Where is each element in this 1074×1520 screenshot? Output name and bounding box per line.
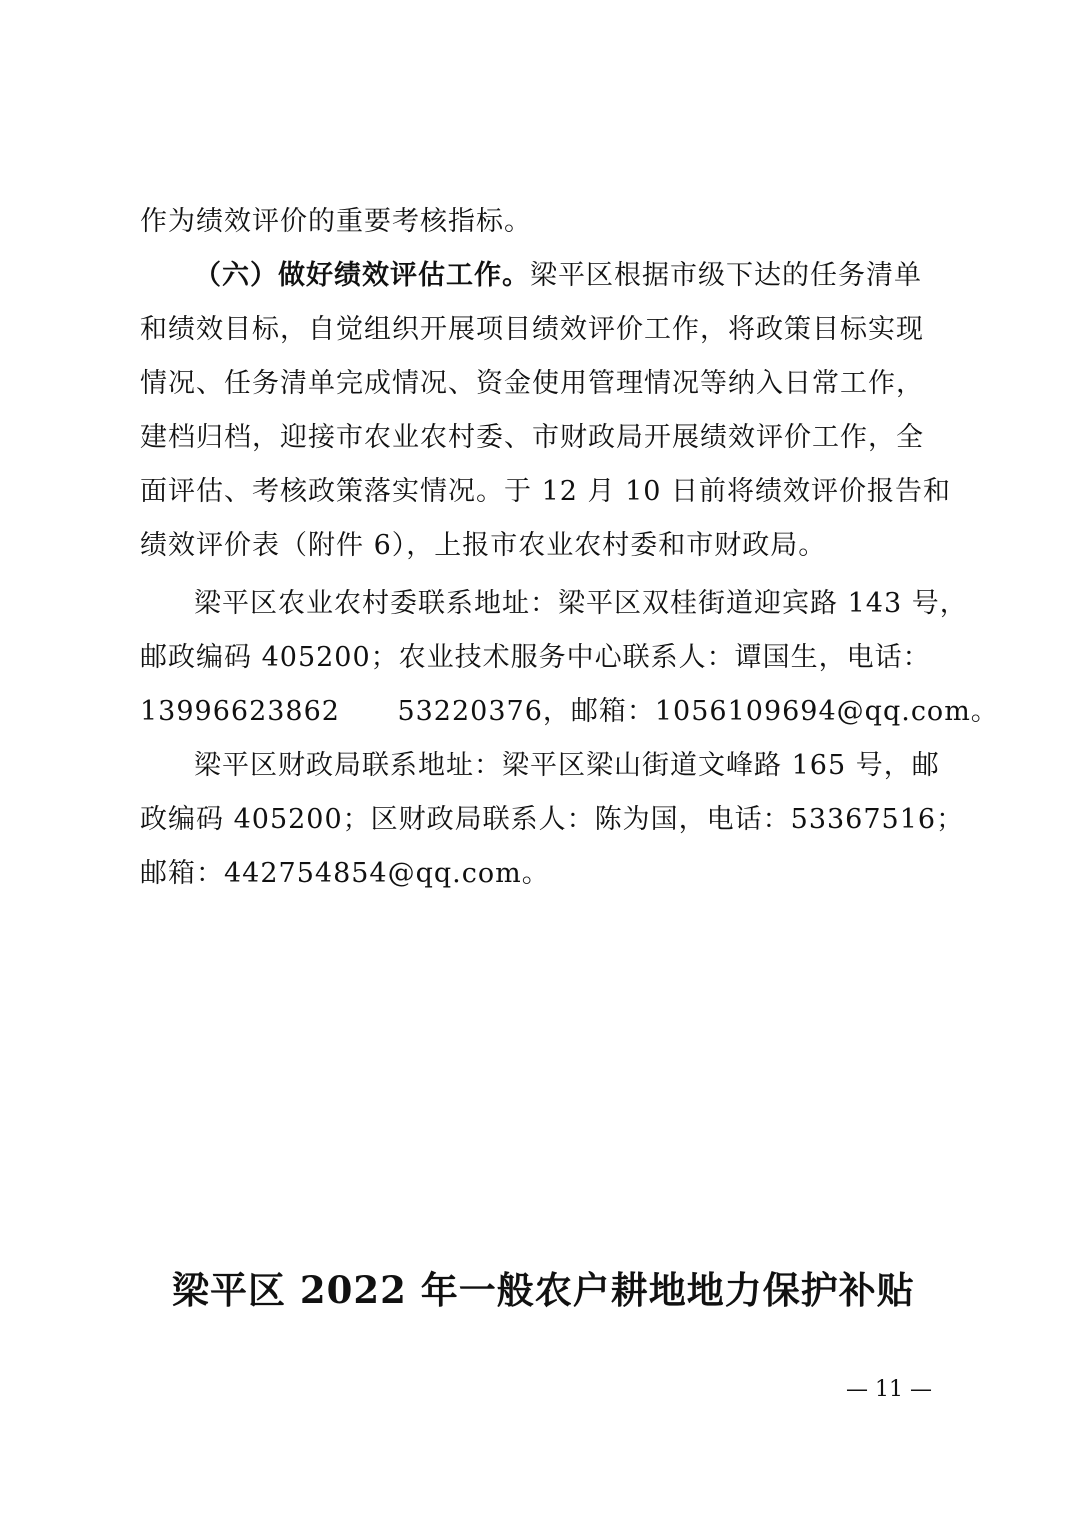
contact-finance-line-1: 梁平区财政局联系地址：梁平区梁山街道文峰路 165 号，邮 (194, 750, 940, 781)
contact-agriculture-line-2: 邮政编码 405200；农业技术服务中心联系人：谭国生，电话： (140, 642, 931, 673)
section-6-text: 梁平区根据市级下达的任务清单 (530, 260, 922, 291)
body-line-6: 面评估、考核政策落实情况。于 12 月 10 日前将绩效评价报告和 (140, 476, 952, 507)
contact-finance-line-3: 邮箱：442754854@qq.com。 (140, 858, 550, 889)
contact-finance-line-2: 政编码 405200；区财政局联系人：陈为国，电话：53367516； (140, 804, 965, 835)
body-line-7: 绩效评价表（附件 6），上报市农业农村委和市财政局。 (140, 530, 827, 561)
body-line-1: 作为绩效评价的重要考核指标。 (140, 206, 532, 237)
body-line-3: 和绩效目标，自觉组织开展项目绩效评价工作，将政策目标实现 (140, 314, 924, 345)
contact-agriculture-line-1: 梁平区农业农村委联系地址：梁平区双桂街道迎宾路 143 号， (194, 588, 968, 619)
section-6-paragraph-start (194, 258, 922, 294)
contact-agriculture-line-3: 13996623862 53220376，邮箱：1056109694@qq.com。 (140, 696, 999, 727)
document-title: 梁平区 2022 年一般农户耕地地力保护补贴 (172, 1268, 915, 1312)
body-line-4: 情况、任务清单完成情况、资金使用管理情况等纳入日常工作， (140, 368, 924, 399)
body-line-5: 建档归档，迎接市农业农村委、市财政局开展绩效评价工作，全 (140, 422, 924, 453)
page-number: — 11 — (846, 1377, 932, 1402)
section-6-heading: （六）做好绩效评估工作。 (194, 260, 530, 291)
